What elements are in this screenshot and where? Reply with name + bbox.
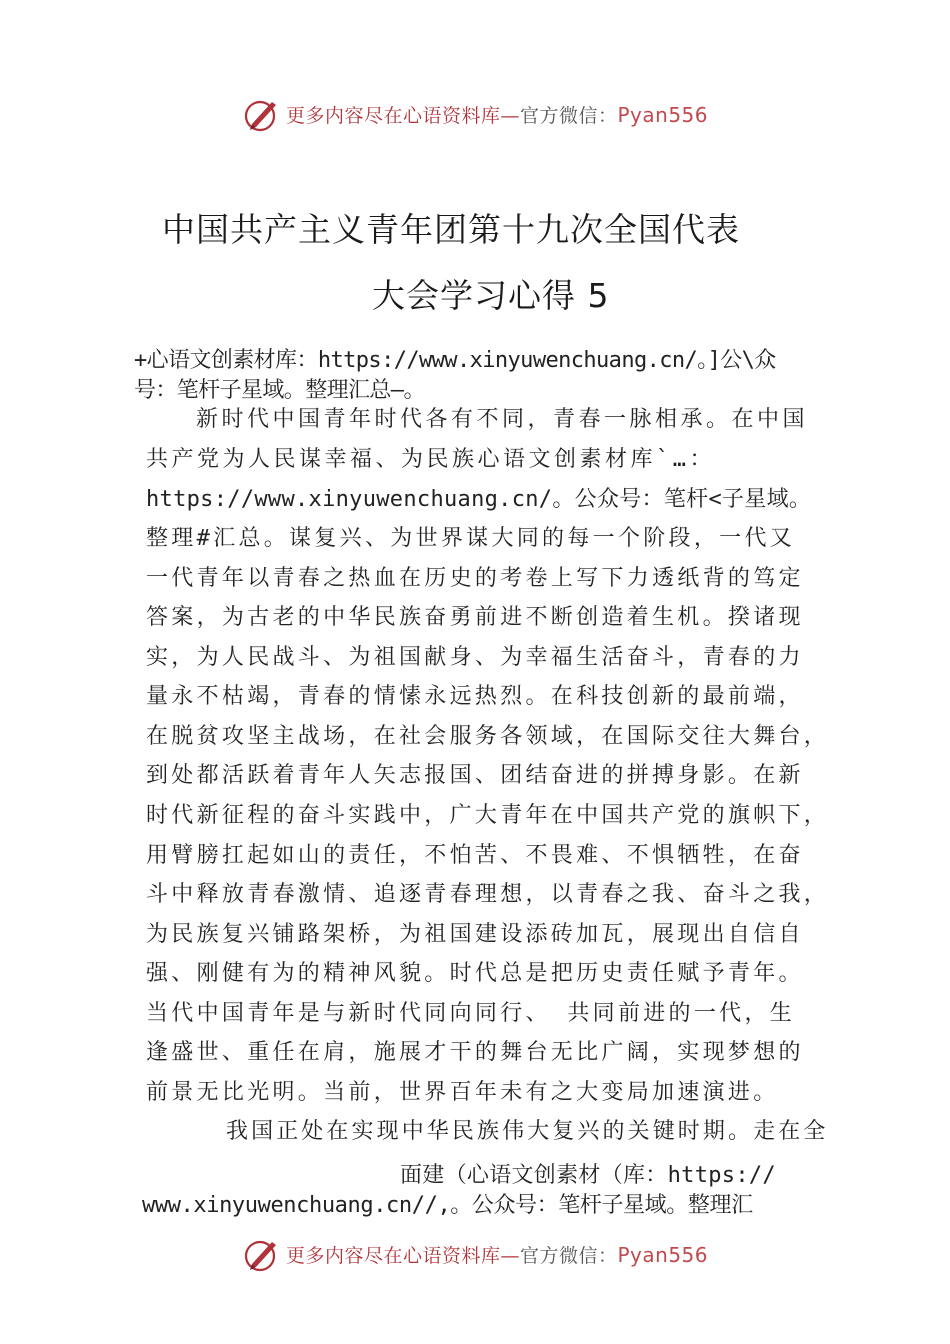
body-line: 为民族复兴铺路架桥，为祖国建设添砖加瓦，展现出自信自 xyxy=(146,922,804,947)
body-line: 强、刚健有为的精神风貌。时代总是把历史责任赋予青年。 xyxy=(146,961,804,986)
watermark-banner-bottom xyxy=(0,1232,950,1276)
banner-wechat-label: 官方微信： xyxy=(519,1244,618,1267)
body-line: 在脱贫攻坚主战场，在社会服务各领域，在国际交往大舞台， xyxy=(146,724,830,749)
body-line: +心语文创素材库：https://www.xinyuwenchuang.cn/。]公\众 xyxy=(134,348,776,373)
body-line: 新时代中国青年时代各有不同，青春一脉相承。在中国 xyxy=(196,407,809,432)
pen-logo-icon xyxy=(242,94,282,134)
body-line: 前景无比光明。当前，世界百年未有之大变局加速演进。 xyxy=(146,1080,779,1105)
pen-logo-icon xyxy=(242,1234,282,1274)
body-line: 整理#汇总。谋复兴、为世界谋大同的每一个阶段，一代又 xyxy=(146,526,796,551)
body-line: www.xinyuwenchuang.cn//,。公众号：笔杆子星域。整理汇 xyxy=(142,1193,753,1218)
document-title-line-1: 中国共产主义青年团第十九次全国代表 xyxy=(162,210,740,249)
body-line: 答案，为古老的中华民族奋勇前进不断创造着生机。揆诸现 xyxy=(146,605,804,630)
body-line: 一代青年以青春之热血在历史的考卷上写下力透纸背的笃定 xyxy=(146,566,804,591)
banner-account: Pyan556 xyxy=(617,102,709,127)
body-line: 量永不枯竭，青春的情愫永远热烈。在科技创新的最前端， xyxy=(146,684,804,709)
banner-wechat-label: 官方微信： xyxy=(519,104,618,127)
body-line: 实，为人民战斗、为祖国献身、为幸福生活奋斗，青春的力 xyxy=(146,645,804,670)
banner-account: Pyan556 xyxy=(617,1242,709,1267)
body-line: https://www.xinyuwenchuang.cn/。公众号：笔杆<子星域。 xyxy=(146,487,812,512)
body-line: 逢盛世、重任在肩，施展才干的舞台无比广阔，实现梦想的 xyxy=(146,1040,804,1065)
banner-text: 更多内容尽在心语资料库— xyxy=(285,104,520,127)
banner-text: 更多内容尽在心语资料库— xyxy=(285,1244,520,1267)
body-line: 我国正处在实现中华民族伟大复兴的关键时期。走在全 xyxy=(226,1119,829,1144)
document-title-line-2: 大会学习心得 5 xyxy=(372,276,610,315)
body-line: 斗中释放青春激情、追逐青春理想，以青春之我、奋斗之我， xyxy=(146,882,830,907)
body-line: 面建（心语文创素材（库：https:// xyxy=(400,1163,776,1188)
body-line: 到处都活跃着青年人矢志报国、团结奋进的拼搏身影。在新 xyxy=(146,763,804,788)
body-line: 共产党为人民谋幸福、为民族心语文创素材库`…： xyxy=(146,447,715,472)
body-line: 号：笔杆子星域。整理汇总—。 xyxy=(134,378,425,403)
body-line: 时代新征程的奋斗实践中，广大青年在中国共产党的旗帜下， xyxy=(146,803,830,828)
watermark-banner-top xyxy=(0,92,950,136)
body-line: 当代中国青年是与新时代同向同行、 共同前进的一代，生 xyxy=(146,1001,796,1026)
body-line: 用臂膀扛起如山的责任，不怕苦、不畏难、不惧牺牲，在奋 xyxy=(146,843,804,868)
